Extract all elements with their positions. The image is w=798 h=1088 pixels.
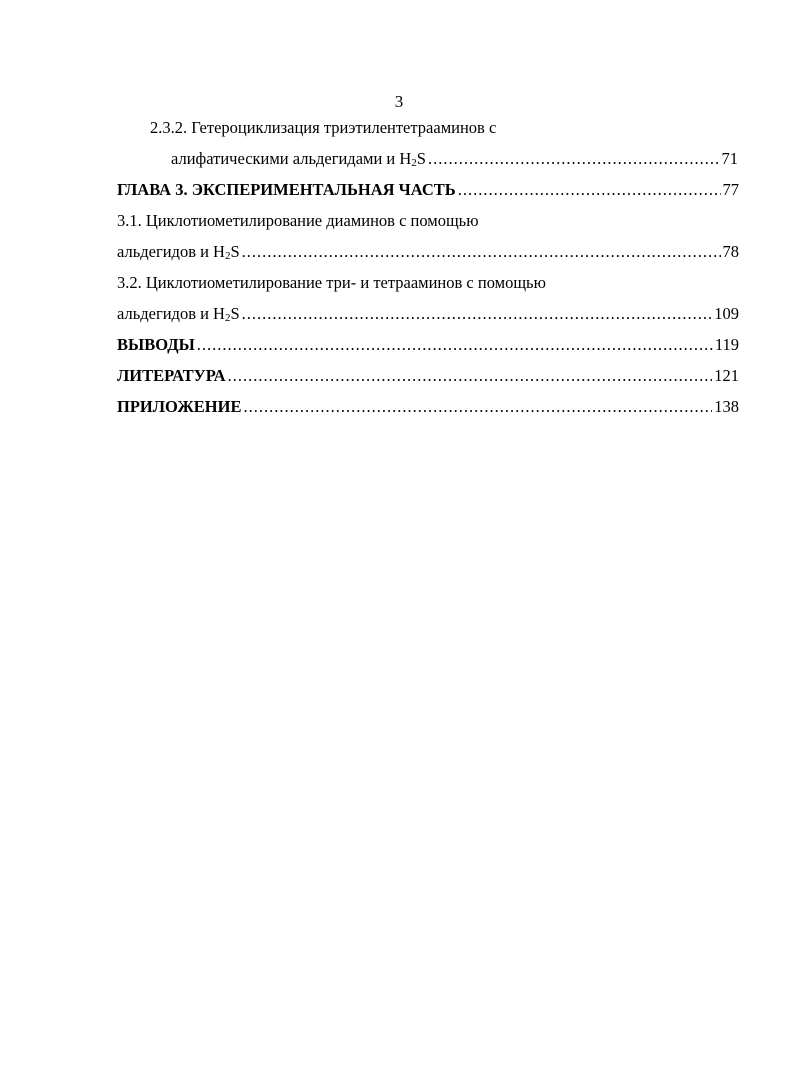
toc-page-number: 138 bbox=[714, 397, 739, 416]
toc-entry-3-1-line1 bbox=[117, 210, 739, 232]
leader-dots bbox=[242, 303, 713, 325]
toc-entry-text: алифатическими альдегидами и $H_2S$ bbox=[171, 149, 426, 169]
toc-entry-text: ГЛАВА 3. ЭКСПЕРИМЕНТАЛЬНАЯ ЧАСТЬ bbox=[117, 180, 456, 199]
leader-dots bbox=[428, 148, 720, 170]
toc-entry-text: альдегидов и $H_2S$ bbox=[117, 304, 240, 324]
leader-dots bbox=[458, 179, 721, 201]
leader-dots bbox=[243, 396, 712, 418]
toc-entry-2-3-2-line2 bbox=[171, 148, 738, 170]
toc-entry-3-2-line2 bbox=[117, 303, 739, 325]
toc-page-number: 78 bbox=[722, 242, 739, 261]
page-number: 3 bbox=[394, 92, 404, 111]
toc-page-number: 77 bbox=[722, 180, 739, 199]
toc-entry-text: 3.1. Циклотиометилирование диаминов с помощью bbox=[117, 211, 479, 230]
leader-dots bbox=[228, 365, 713, 387]
toc-page-number: 71 bbox=[721, 149, 738, 168]
toc-entry-text: 2.3.2. Гетероциклизация триэтилентетрааминов с bbox=[150, 118, 497, 137]
toc-entry-conclusions bbox=[117, 334, 739, 356]
toc-page-number: 121 bbox=[714, 366, 739, 385]
toc-page-number: 109 bbox=[714, 304, 739, 323]
toc-entry-text: 3.2. Циклотиометилирование три- и тетрааминов с помощью bbox=[117, 273, 546, 292]
toc-entry-text: ЛИТЕРАТУРА bbox=[117, 366, 226, 385]
toc-entry-text: ВЫВОДЫ bbox=[117, 335, 195, 354]
leader-dots bbox=[197, 334, 713, 356]
toc-entry-appendix bbox=[117, 396, 739, 418]
toc-entry-2-3-2-line1 bbox=[150, 117, 738, 139]
leader-dots bbox=[242, 241, 721, 263]
toc-page-number: 119 bbox=[714, 335, 739, 354]
toc-entry-text: ПРИЛОЖЕНИЕ bbox=[117, 397, 242, 416]
toc-entry-3-2-line1 bbox=[117, 272, 739, 294]
toc-entry-3-1-line2 bbox=[117, 241, 739, 263]
toc-entry-text: альдегидов и $H_2S$ bbox=[117, 242, 240, 262]
toc-entry-chapter-3 bbox=[117, 179, 739, 201]
toc-entry-literature bbox=[117, 365, 739, 387]
